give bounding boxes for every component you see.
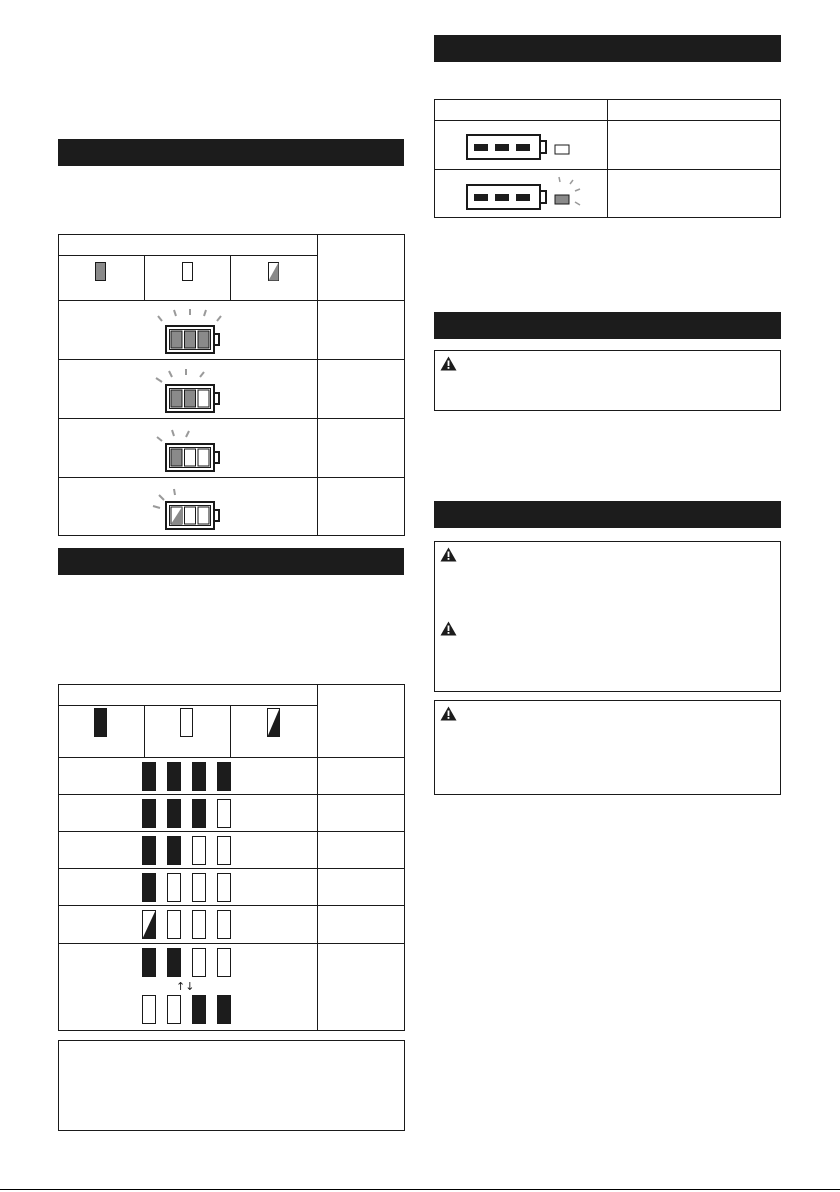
table-divider xyxy=(317,234,318,536)
warning-triangle-icon xyxy=(440,547,457,562)
battery-1-icon xyxy=(150,425,230,475)
tool-battery-table xyxy=(58,234,405,536)
table-divider xyxy=(58,255,317,256)
battery-indicator-blink-icon xyxy=(466,176,586,214)
indicator-lamp xyxy=(143,837,156,865)
indicator-lamp xyxy=(218,874,231,902)
indicator-lamp xyxy=(193,800,206,828)
caution-box xyxy=(434,541,781,692)
warning-triangle-icon xyxy=(440,706,457,721)
table-divider xyxy=(58,705,317,706)
caution-box xyxy=(434,700,781,795)
table-divider xyxy=(434,169,781,170)
caution-box xyxy=(434,350,781,411)
indicator-lamp xyxy=(218,837,231,865)
indicator-lamp xyxy=(168,949,181,977)
section-header-bar xyxy=(58,139,404,166)
table-divider xyxy=(434,120,781,121)
indicator-lamp xyxy=(193,996,206,1024)
indicator-lamp xyxy=(168,996,181,1024)
battery-low-icon xyxy=(150,483,230,533)
table-divider xyxy=(317,684,318,1031)
alternating-arrows: ↑↓ xyxy=(176,980,195,993)
indicator-lamp xyxy=(218,800,231,828)
indicator-lamp xyxy=(143,996,156,1024)
table-divider xyxy=(230,705,231,757)
table-divider xyxy=(607,99,608,218)
table-divider xyxy=(144,255,145,300)
indicator-lamp xyxy=(193,837,206,865)
lamp-lit-icon xyxy=(94,708,108,738)
section-header-bar xyxy=(434,35,781,62)
section-header-bar xyxy=(434,312,781,339)
section-header-bar xyxy=(434,501,781,528)
lamp-off-icon xyxy=(182,262,194,282)
battery-2-icon xyxy=(150,366,230,416)
lamp-lit-icon xyxy=(95,262,107,282)
page-bottom-rule xyxy=(0,1189,840,1190)
indicator-lamp xyxy=(168,800,181,828)
table-divider xyxy=(230,255,231,300)
table-divider xyxy=(58,477,405,478)
indicator-lamp xyxy=(218,911,231,939)
lamp-blinking-icon xyxy=(267,708,281,738)
indicator-lamp xyxy=(143,911,156,939)
table-divider xyxy=(58,418,405,419)
table-divider xyxy=(144,705,145,757)
note-box xyxy=(58,1040,405,1131)
lamp-blinking-icon xyxy=(268,262,280,282)
indicator-lamp xyxy=(168,911,181,939)
indicator-lamp xyxy=(193,763,206,791)
indicator-lamp xyxy=(168,874,181,902)
indicator-lamp xyxy=(143,874,156,902)
warning-triangle-icon xyxy=(440,621,457,636)
indicator-lamp xyxy=(168,837,181,865)
indicator-lamp xyxy=(218,996,231,1024)
indicator-lamp xyxy=(143,949,156,977)
lamp-off-icon xyxy=(180,708,194,738)
indicator-lamp xyxy=(218,949,231,977)
indicator-lamp xyxy=(143,763,156,791)
indicator-lamp xyxy=(218,763,231,791)
battery-3-icon xyxy=(150,306,230,356)
indicator-lamp xyxy=(143,800,156,828)
table-divider xyxy=(58,359,405,360)
indicator-lamp xyxy=(168,763,181,791)
indicator-lamp xyxy=(193,911,206,939)
battery-indicator-off-icon xyxy=(466,134,576,164)
warning-triangle-icon xyxy=(440,356,457,371)
indicator-lamp xyxy=(193,949,206,977)
table-divider xyxy=(58,300,405,301)
indicator-lamp xyxy=(193,874,206,902)
section-header-bar xyxy=(58,548,404,575)
